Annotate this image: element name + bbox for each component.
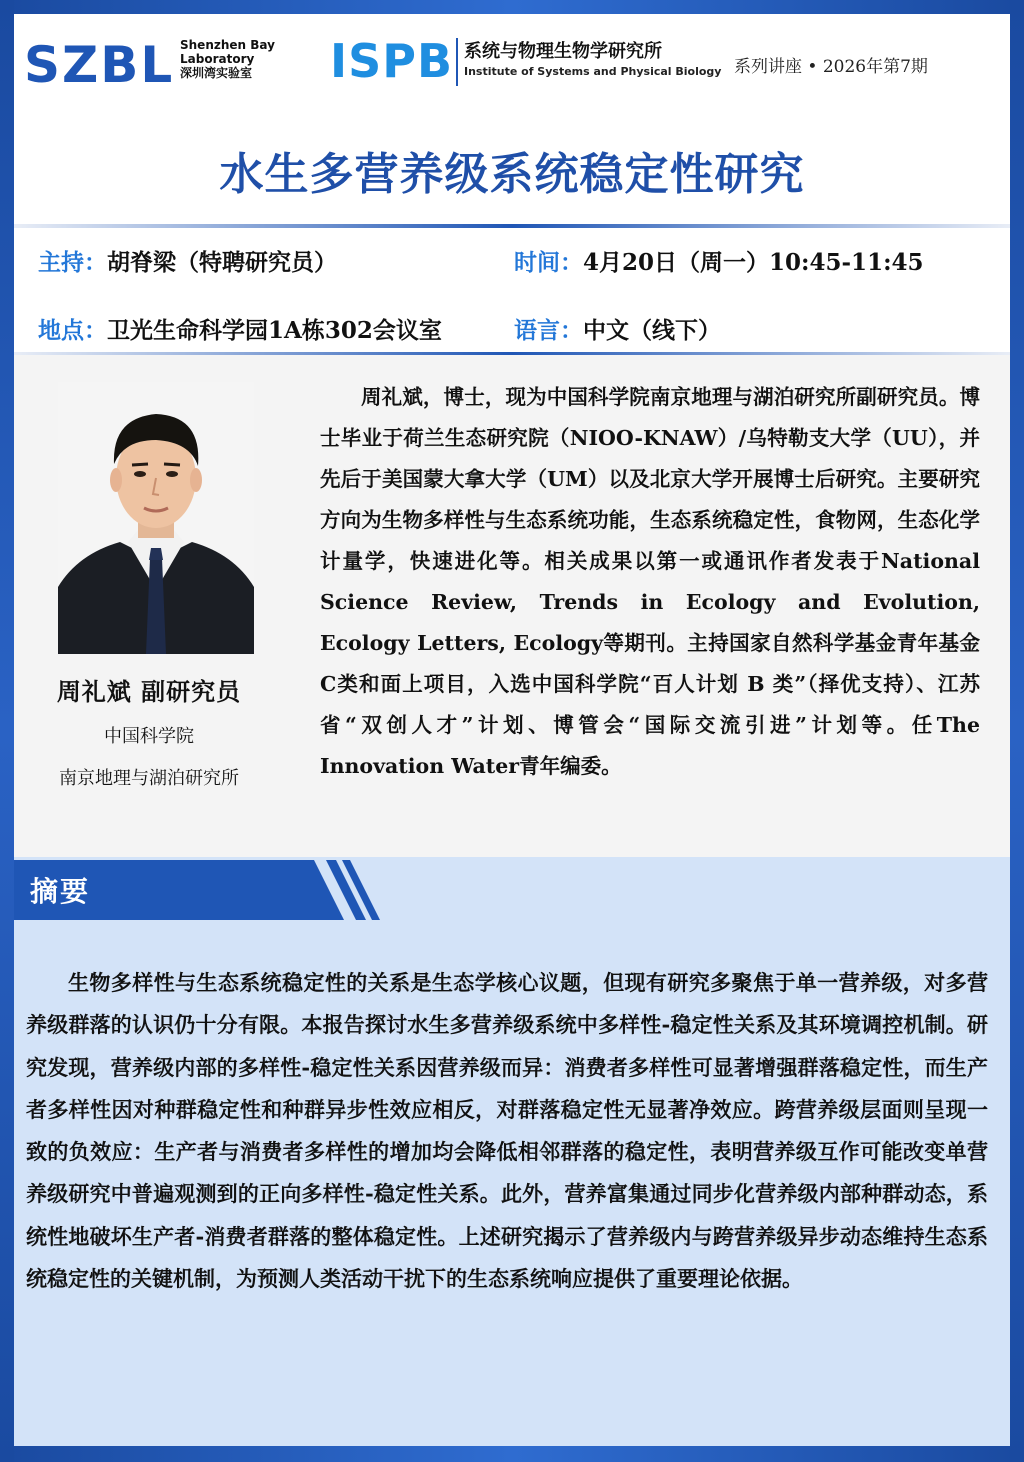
abstract-text: 生物多样性与生态系统稳定性的关系是生态学核心议题，但现有研究多聚焦于单一营养级，对多营养级群落的认识仍十分有限。本报告探讨水生多营养级系统中多样性-稳定性关系及其环境调控机制。研究发现，营养级内部的多样性-稳定性关系因营养级而异：消费者多样性可显著增强群落稳定性，而生产者多样性因对种群稳定性和种群异步性效应相反，对群落稳定性无显著净效应。跨营养级层面则呈现一致的负效应：生产者与消费者多样性的增加均会降低相邻群落的稳定性，表明营养级互作可能改变单营养级研究中普遍观测到的正向多样性-稳定性关系。此外，营养富集通过同步化营养级内部种群动态，系统性地破坏生产者-消费者群落的整体稳定性。上述研究揭示了营养级内与跨营养级异步动态维持生态系统稳定性的关键机制，为预测人类活动干扰下的生态系统响应提供了重要理论依据。 xyxy=(26,970,988,1292)
lang-info xyxy=(514,312,721,345)
ispb-cn: 系统与物理生物学研究所 xyxy=(464,41,662,62)
page-title: 水生多营养级系统稳定性研究 xyxy=(219,149,805,200)
time-value: 4月20日（周一）10:45-11:45 xyxy=(583,249,924,276)
abstract-heading: 摘要 xyxy=(30,875,91,908)
host-info xyxy=(38,244,337,277)
szbl-en-line2: Laboratory xyxy=(180,52,255,66)
series-label: 系列讲座 • 2026年第7期 xyxy=(734,57,928,77)
lang-label: 语言： xyxy=(514,317,583,344)
host-label: 主持： xyxy=(38,249,107,276)
szbl-logo: SZBL xyxy=(24,36,175,94)
ispb-en: Institute of Systems and Physical Biology xyxy=(464,65,722,78)
place-value: 卫光生命科学园1A栋302会议室 xyxy=(107,317,442,344)
place-label: 地点： xyxy=(38,317,107,344)
frame-bottom xyxy=(0,1446,1024,1462)
szbl-name xyxy=(180,38,275,81)
frame-top xyxy=(0,0,1024,14)
speaker-affiliation-2: 南京地理与湖泊研究所 xyxy=(59,768,239,789)
ispb-logo: ISPB xyxy=(330,34,454,88)
speaker-name: 周礼斌 副研究员 xyxy=(56,677,242,706)
title-divider xyxy=(14,224,1010,228)
ispb-divider xyxy=(456,38,458,86)
host-value: 胡脊梁（特聘研究员） xyxy=(107,249,337,276)
time-label: 时间： xyxy=(514,249,583,276)
speaker-bio: 周礼斌，博士，现为中国科学院南京地理与湖泊研究所副研究员。博士毕业于荷兰生态研究院（NIOO-KNAW）/乌特勒支大学（UU），并先后于美国蒙大拿大学（UM）以及北京大学开展博士后研究。主要研究方向为生物多样性与生态系统功能，生态系统稳定性，食物网，生态化学计量学，快速进化等。相关成果以第一或通讯作者发表于National Science Review, Trends in Ecology and Evolution, Ecology Letters, Ecology等期刊。主持国家自然科学基金青年基金C类和面上项目，入选中国科学院“百人计划 B 类”（择优支持）、江苏省“双创人才”计划、博管会“国际交流引进”计划等。任The Innovation Water青年编委。 xyxy=(320,385,980,778)
lang-value: 中文（线下） xyxy=(583,317,721,344)
speaker-photo xyxy=(58,382,254,654)
speaker-affiliation-1: 中国科学院 xyxy=(104,726,194,747)
frame-left xyxy=(0,0,14,1462)
frame-right xyxy=(1010,0,1024,1462)
szbl-en-line1: Shenzhen Bay xyxy=(180,38,275,52)
place-info xyxy=(38,312,442,345)
ispb-name xyxy=(464,40,721,80)
szbl-cn: 深圳湾实验室 xyxy=(180,66,253,80)
time-info xyxy=(514,244,924,277)
